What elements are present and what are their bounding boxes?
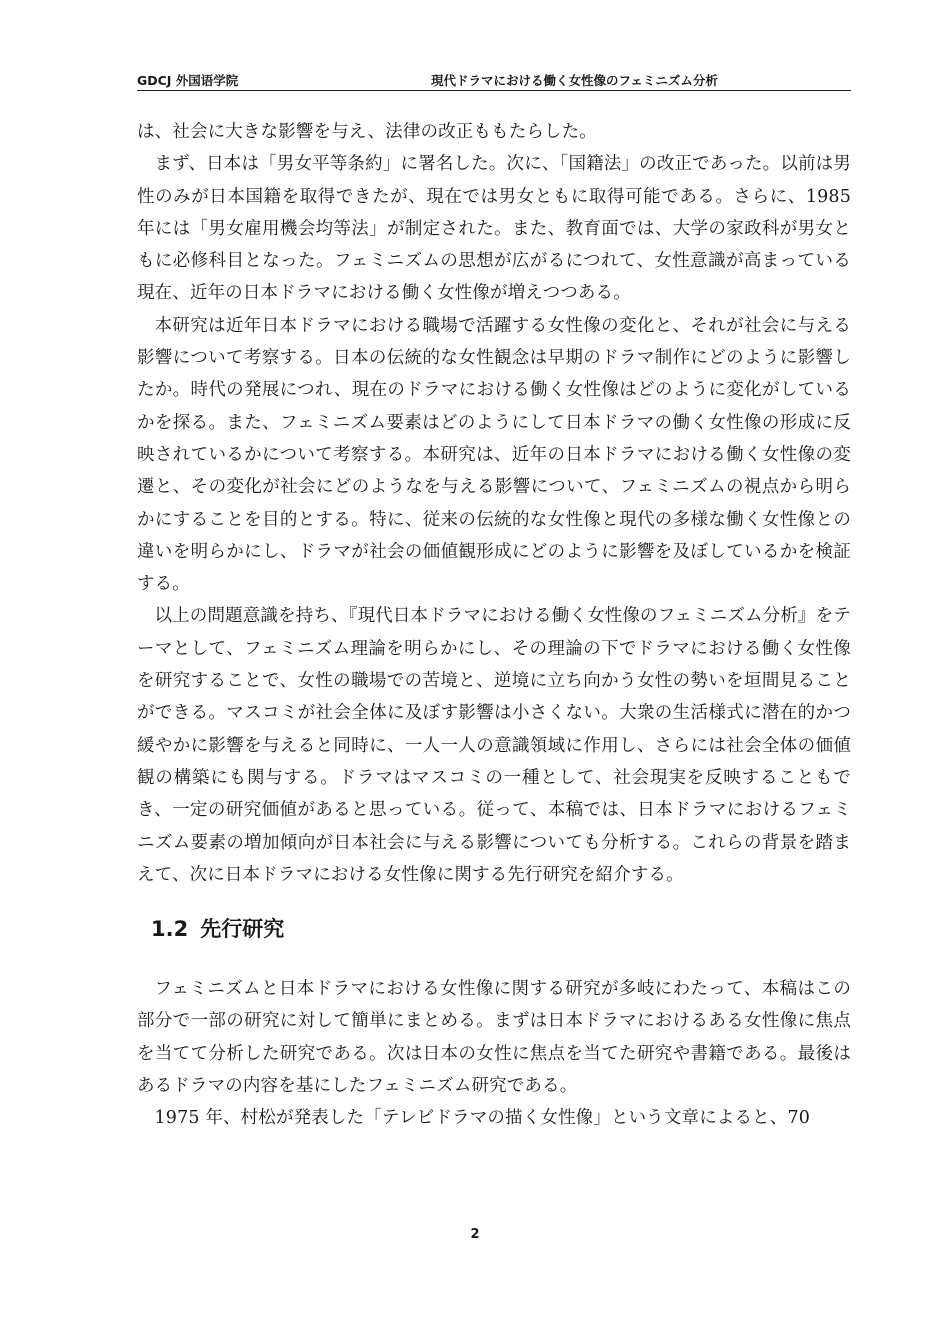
header-institution: GDCJ 外国语学院 [137,73,239,88]
section-number: 1.2 [151,917,189,942]
header-paper-title: 現代ドラマにおける働く女性像のフェミニズム分析 [431,73,718,88]
running-header [137,68,851,91]
section-heading [151,913,851,945]
paragraph-muramatsu-1975: 1975 年、村松が発表した「テレビドラマの描く女性像」という文章によると、70 [154,1108,811,1129]
paragraph-continued: は、社会に大きな影響を与え、法律の改正ももたらした。 [137,122,597,142]
page-body [137,116,851,1135]
paragraph-problem-awareness: 以上の問題意識を持ち、『現代日本ドラマにおける働く女性像のフェミニズム分析』をテーマとして、フェミニズム理論を明らかにし、その理論の下でドラマにおける働く女性像を研究することで、女性の職場での苦境と、逆境に立ち向かう女性の勢いを垣間見ることができる。マスコミが社会全体に及ぼす影響は小さくない。大衆の生活様式に潜在的かつ緩やかに影響を与えると同時に、一人一人の意識領域に作用し、さらには社会全体の価値観の構築にも関与する。ドラマはマスコミの一種として、社会現実を反映することもでき、一定の研究価値があると思っている。従って、本稿では、日本ドラマにおけるフェミニズム要素の増加傾向が日本社会に与える影響についても分析する。これらの背景を踏まえて、次に日本ドラマにおける女性像に関する先行研究を紹介する。 [137,606,851,885]
paragraph-research-purpose: 本研究は近年日本ドラマにおける職場で活躍する女性像の変化と、それが社会に与える影響について考察する。日本の伝統的な女性観念は早期のドラマ制作にどのように影響したか。時代の発展につれ、現在のドラマにおける働く女性像はどのように変化がしているかを探る。また、フェミニズム要素はどのようにして日本ドラマの働く女性像の形成に反映されているかについて考察する。本研究は、近年の日本ドラマにおける働く女性像の変遷と、その変化が社会にどのようなを与える影響について、フェミニズムの視点から明らかにすることを目的とする。特に、従来の伝統的な女性像と現代の多様な働く女性像との違いを明らかにし、ドラマが社会の価値観形成にどのように影響を及ぼしているかを検証する。 [137,315,851,595]
paragraph-prior-research-overview: フェミニズムと日本ドラマにおける女性像に関する研究が多岐にわたって、本稿はこの部分で一部の研究に対して簡単にまとめる。まずは日本ドラマにおけるある女性像に焦点を当てて分析した研究である。次は日本の女性に焦点を当てた研究や書籍である。最後はあるドラマの内容を基にしたフェミニズム研究である。 [137,979,851,1097]
paragraph-legal-reforms: まず、日本は「男女平等条約」に署名した。次に、「国籍法」の改正であった。以前は男性のみが日本国籍を取得できたが、現在では男女ともに取得可能である。さらに、1985 年には「男女雇用機会均等法」が制定された。また、教育面では、大学の家政科が男女ともに必修科目となった。フェミニズムの思想が広がるにつれて、女性意識が高まっている現在、近年の日本ドラマにおける働く女性像が増えつつある。 [137,154,851,304]
page-number: 2 [470,1227,480,1242]
section-title: 先行研究 [200,917,285,942]
